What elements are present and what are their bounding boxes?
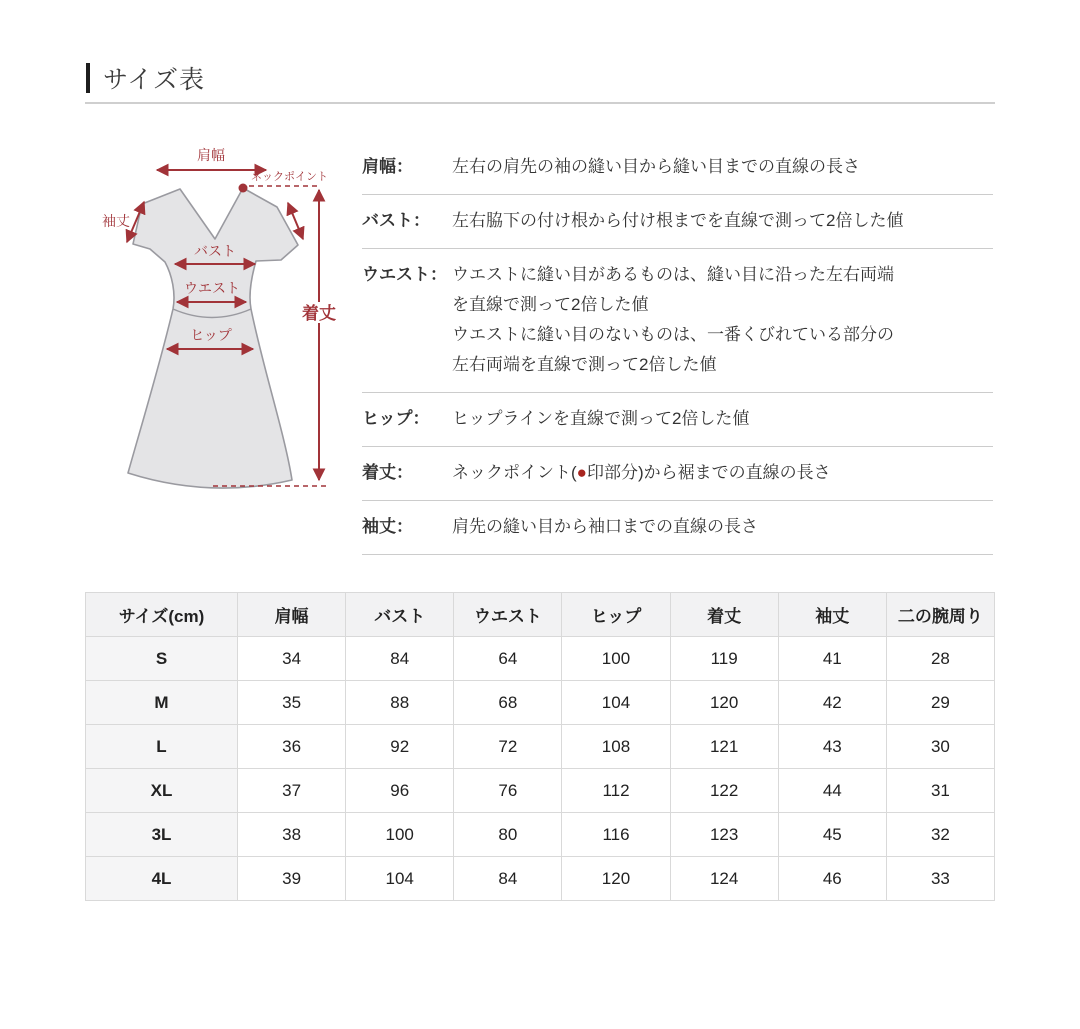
- value-cell: 64: [454, 637, 562, 681]
- value-cell: 100: [346, 813, 454, 857]
- definition-row: [362, 393, 993, 447]
- definition-term: バスト：: [362, 211, 430, 230]
- value-cell: 119: [670, 637, 778, 681]
- header-cell: 肩幅: [238, 593, 346, 637]
- definition-term: 袖丈：: [362, 517, 413, 536]
- value-cell: 84: [346, 637, 454, 681]
- value-cell: 104: [562, 681, 670, 725]
- header-cell: サイズ(cm): [86, 593, 238, 637]
- size-cell: XL: [86, 769, 238, 813]
- definition-text-before: ネックポイント(: [452, 463, 577, 482]
- definition-term: ヒップ：: [362, 409, 430, 428]
- table-row: [86, 857, 995, 901]
- value-cell: 88: [346, 681, 454, 725]
- value-cell: 100: [562, 637, 670, 681]
- definition-row: [362, 141, 993, 195]
- value-cell: 31: [886, 769, 994, 813]
- value-cell: 38: [238, 813, 346, 857]
- definition-description: [452, 404, 993, 434]
- value-cell: 108: [562, 725, 670, 769]
- definition-line: [452, 458, 993, 488]
- definition-term: ウエスト：: [362, 265, 447, 284]
- waist-label: ウエスト: [184, 280, 240, 296]
- value-cell: 76: [454, 769, 562, 813]
- size-cell: L: [86, 725, 238, 769]
- value-cell: 44: [778, 769, 886, 813]
- size-table-header-row: [86, 593, 995, 637]
- definition-description: [452, 458, 993, 488]
- value-cell: 104: [346, 857, 454, 901]
- value-cell: 41: [778, 637, 886, 681]
- definition-row: [362, 447, 993, 501]
- dress-measurement-diagram: [95, 133, 365, 511]
- definition-line: 左右両端を直線で測って2倍した値: [452, 355, 717, 374]
- shoulder-width-label: 肩幅: [197, 147, 225, 163]
- value-cell: 42: [778, 681, 886, 725]
- definition-description: [452, 206, 993, 236]
- definition-line: 左右脇下の付け根から付け根までを直線で測って2倍した値: [452, 211, 904, 230]
- definition-text-after: 印部分)から裾までの直線の長さ: [586, 463, 831, 482]
- value-cell: 39: [238, 857, 346, 901]
- value-cell: 121: [670, 725, 778, 769]
- value-cell: 92: [346, 725, 454, 769]
- table-row: [86, 813, 995, 857]
- definition-term: 着丈：: [362, 463, 413, 482]
- table-row: [86, 681, 995, 725]
- value-cell: 72: [454, 725, 562, 769]
- definition-line: 肩先の縫い目から袖口までの直線の長さ: [452, 517, 758, 536]
- value-cell: 29: [886, 681, 994, 725]
- value-cell: 116: [562, 813, 670, 857]
- table-row: [86, 637, 995, 681]
- value-cell: 120: [562, 857, 670, 901]
- length-label: 着丈: [302, 304, 336, 323]
- definition-description: [452, 260, 993, 380]
- definition-term: 肩幅：: [362, 157, 413, 176]
- header-cell: 着丈: [670, 593, 778, 637]
- header-cell: 袖丈: [778, 593, 886, 637]
- sleeve-length-label: 袖丈: [102, 213, 130, 229]
- value-cell: 32: [886, 813, 994, 857]
- definition-description: [452, 152, 993, 182]
- value-cell: 46: [778, 857, 886, 901]
- size-cell: S: [86, 637, 238, 681]
- value-cell: 96: [346, 769, 454, 813]
- neck-point-dot: [239, 184, 248, 193]
- definition-row: [362, 501, 993, 555]
- value-cell: 43: [778, 725, 886, 769]
- header-cell: バスト: [346, 593, 454, 637]
- value-cell: 33: [886, 857, 994, 901]
- hip-label: ヒップ: [190, 327, 232, 343]
- definition-row: [362, 195, 993, 249]
- definition-line: ウエストに縫い目があるものは、縫い目に沿った左右両端: [452, 265, 894, 284]
- value-cell: 68: [454, 681, 562, 725]
- page-title: サイズ表: [103, 66, 206, 94]
- table-row: [86, 769, 995, 813]
- size-cell: 3L: [86, 813, 238, 857]
- neck-point-dot-inline: ●: [576, 463, 587, 482]
- definition-line: を直線で測って2倍した値: [452, 295, 649, 314]
- value-cell: 34: [238, 637, 346, 681]
- value-cell: 36: [238, 725, 346, 769]
- measurement-definitions: [362, 141, 993, 555]
- definition-line: ヒップラインを直線で測って2倍した値: [452, 409, 750, 428]
- header-cell: ヒップ: [562, 593, 670, 637]
- value-cell: 30: [886, 725, 994, 769]
- size-cell: 4L: [86, 857, 238, 901]
- value-cell: 37: [238, 769, 346, 813]
- value-cell: 112: [562, 769, 670, 813]
- value-cell: 123: [670, 813, 778, 857]
- definition-line: ウエストに縫い目のないものは、一番くびれている部分の: [452, 325, 894, 344]
- value-cell: 28: [886, 637, 994, 681]
- neck-point-label: ネックポイント: [251, 171, 328, 183]
- table-row: [86, 725, 995, 769]
- value-cell: 80: [454, 813, 562, 857]
- title-accent-bar: [86, 63, 90, 93]
- value-cell: 45: [778, 813, 886, 857]
- header-cell: 二の腕周り: [886, 593, 994, 637]
- value-cell: 84: [454, 857, 562, 901]
- bust-label: バスト: [194, 243, 236, 259]
- definition-row: [362, 249, 993, 393]
- value-cell: 35: [238, 681, 346, 725]
- definition-line: 左右の肩先の袖の縫い目から縫い目までの直線の長さ: [452, 157, 860, 176]
- size-cell: M: [86, 681, 238, 725]
- value-cell: 124: [670, 857, 778, 901]
- value-cell: 122: [670, 769, 778, 813]
- size-table: [85, 592, 995, 901]
- value-cell: 120: [670, 681, 778, 725]
- title-divider: [85, 102, 995, 104]
- section-title: [86, 60, 205, 96]
- definition-description: [452, 512, 993, 542]
- header-cell: ウエスト: [454, 593, 562, 637]
